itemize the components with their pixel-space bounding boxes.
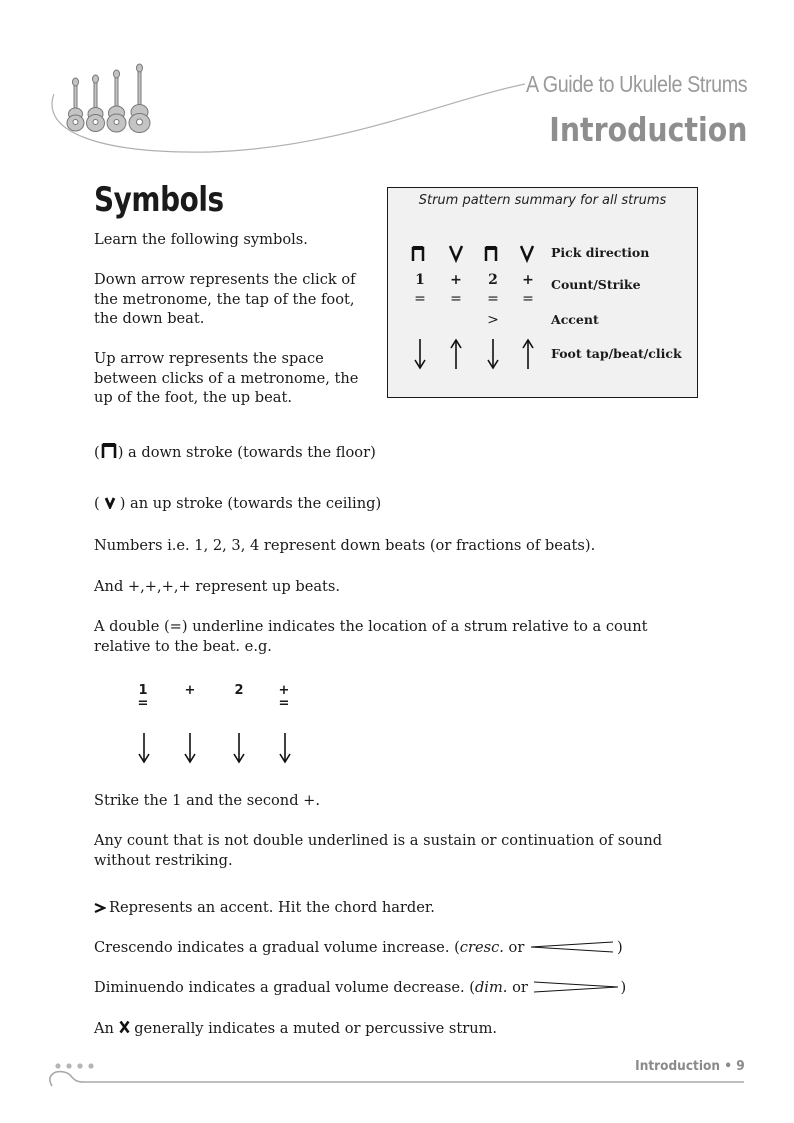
down-arrow-icon — [488, 339, 498, 368]
example-underline-mark: = — [137, 696, 149, 711]
example-count-2: 2 — [234, 683, 244, 698]
down-stroke-line — [94, 441, 694, 463]
or-text: or — [503, 939, 529, 956]
accent-mark: > — [487, 312, 499, 328]
down-stroke-text: ) a down stroke (towards the floor) — [117, 444, 376, 461]
header-title: Introduction — [548, 110, 747, 149]
label-pick-direction: Pick direction — [551, 245, 650, 260]
accent-icon — [94, 903, 106, 913]
plus-text: And +,+,+,+ represent up beats. — [94, 578, 341, 595]
example-arrows — [130, 731, 310, 767]
up-stroke-text: ) an up stroke (towards the ceiling) — [119, 495, 382, 512]
underline-mark: = — [450, 291, 462, 307]
accent-line — [94, 898, 694, 918]
header-ornament — [40, 62, 530, 162]
down-arrow-icon — [185, 733, 195, 762]
down-stroke-icon — [101, 441, 117, 459]
count-2: 2 — [488, 272, 498, 288]
crescendo-hairpin-icon — [529, 940, 617, 954]
paren-close: ) — [616, 939, 623, 956]
mute-line — [94, 1019, 694, 1039]
count-1: 1 — [415, 272, 425, 288]
cresc-abbr: cresc. — [459, 939, 504, 956]
up-arrow-icon — [451, 340, 461, 369]
header-subtitle: A Guide to Ukulele Strums — [525, 71, 747, 97]
up-stroke-icon — [450, 246, 462, 260]
down-stroke-icon — [486, 246, 496, 261]
example-count-plus: + — [184, 683, 196, 698]
footer-label: Introduction • 9 — [635, 1058, 745, 1074]
down-arrow-icon — [234, 733, 244, 762]
underline-mark: = — [487, 291, 499, 307]
down-stroke-icon — [413, 246, 423, 261]
or-text: or — [507, 979, 533, 996]
diminuendo-hairpin-icon — [532, 980, 620, 994]
example-underline-mark: = — [278, 696, 290, 711]
ukulele-icons — [67, 64, 150, 133]
mute-x-icon — [119, 1020, 130, 1034]
down-arrow-icon — [280, 733, 290, 762]
summary-caption: Strum pattern summary for all strums — [418, 193, 667, 208]
intro-text: Learn the following symbols. — [94, 231, 308, 248]
label-accent: Accent — [551, 312, 599, 327]
section-title: Symbols — [94, 180, 224, 220]
up-arrow-icon — [523, 340, 533, 369]
strum-summary-box — [387, 187, 698, 398]
down-arrow-icon — [415, 339, 425, 368]
example-count-1: 1 — [138, 683, 148, 698]
paren-open: ( — [94, 495, 100, 512]
up-stroke-icon — [103, 495, 117, 509]
diminuendo-text: Diminuendo indicates a gradual volume decrease. ( — [94, 979, 475, 996]
crescendo-text: Crescendo indicates a gradual volume increase. ( — [94, 939, 460, 956]
pick-direction-row — [410, 243, 550, 263]
paren-open: ( — [94, 444, 100, 461]
strike-text: Strike the 1 and the second +. — [94, 792, 321, 809]
example-count-plus: + — [278, 683, 290, 698]
up-stroke-line — [94, 494, 694, 514]
double-underline-text: A double (=) underline indicates the location of a strum relative to a count relative to the beat. e.g. — [94, 618, 648, 655]
count-plus: + — [450, 272, 462, 288]
footer-dots-icon — [55, 1063, 93, 1068]
paren-close: ) — [620, 979, 627, 996]
sustain-text: Any count that is not double underlined is a sustain or continuation of sound without restriking. — [94, 832, 663, 869]
up-arrow-description: Up arrow represents the space between clicks of a metronome, the up of the foot, the up beat. — [94, 350, 359, 406]
down-arrow-icon — [139, 733, 149, 762]
mute-text-post: generally indicates a muted or percussive strum. — [129, 1020, 498, 1037]
up-stroke-icon — [521, 246, 533, 260]
diminuendo-line — [94, 978, 694, 998]
foot-tap-row — [410, 336, 550, 372]
dim-abbr: dim. — [474, 979, 508, 996]
label-foot-tap: Foot tap/beat/click — [551, 346, 682, 361]
count-plus: + — [522, 272, 534, 288]
numbers-text: Numbers i.e. 1, 2, 3, 4 represent down beats (or fractions of beats). — [94, 537, 596, 554]
underline-mark: = — [414, 291, 426, 307]
accent-text: Represents an accent. Hit the chord harder. — [109, 899, 435, 916]
crescendo-line — [94, 938, 694, 958]
mute-text-pre: An — [94, 1020, 119, 1037]
down-arrow-description: Down arrow represents the click of the metronome, the tap of the foot, the down beat. — [94, 271, 356, 327]
label-count-strike: Count/Strike — [551, 277, 641, 292]
underline-mark: = — [522, 291, 534, 307]
